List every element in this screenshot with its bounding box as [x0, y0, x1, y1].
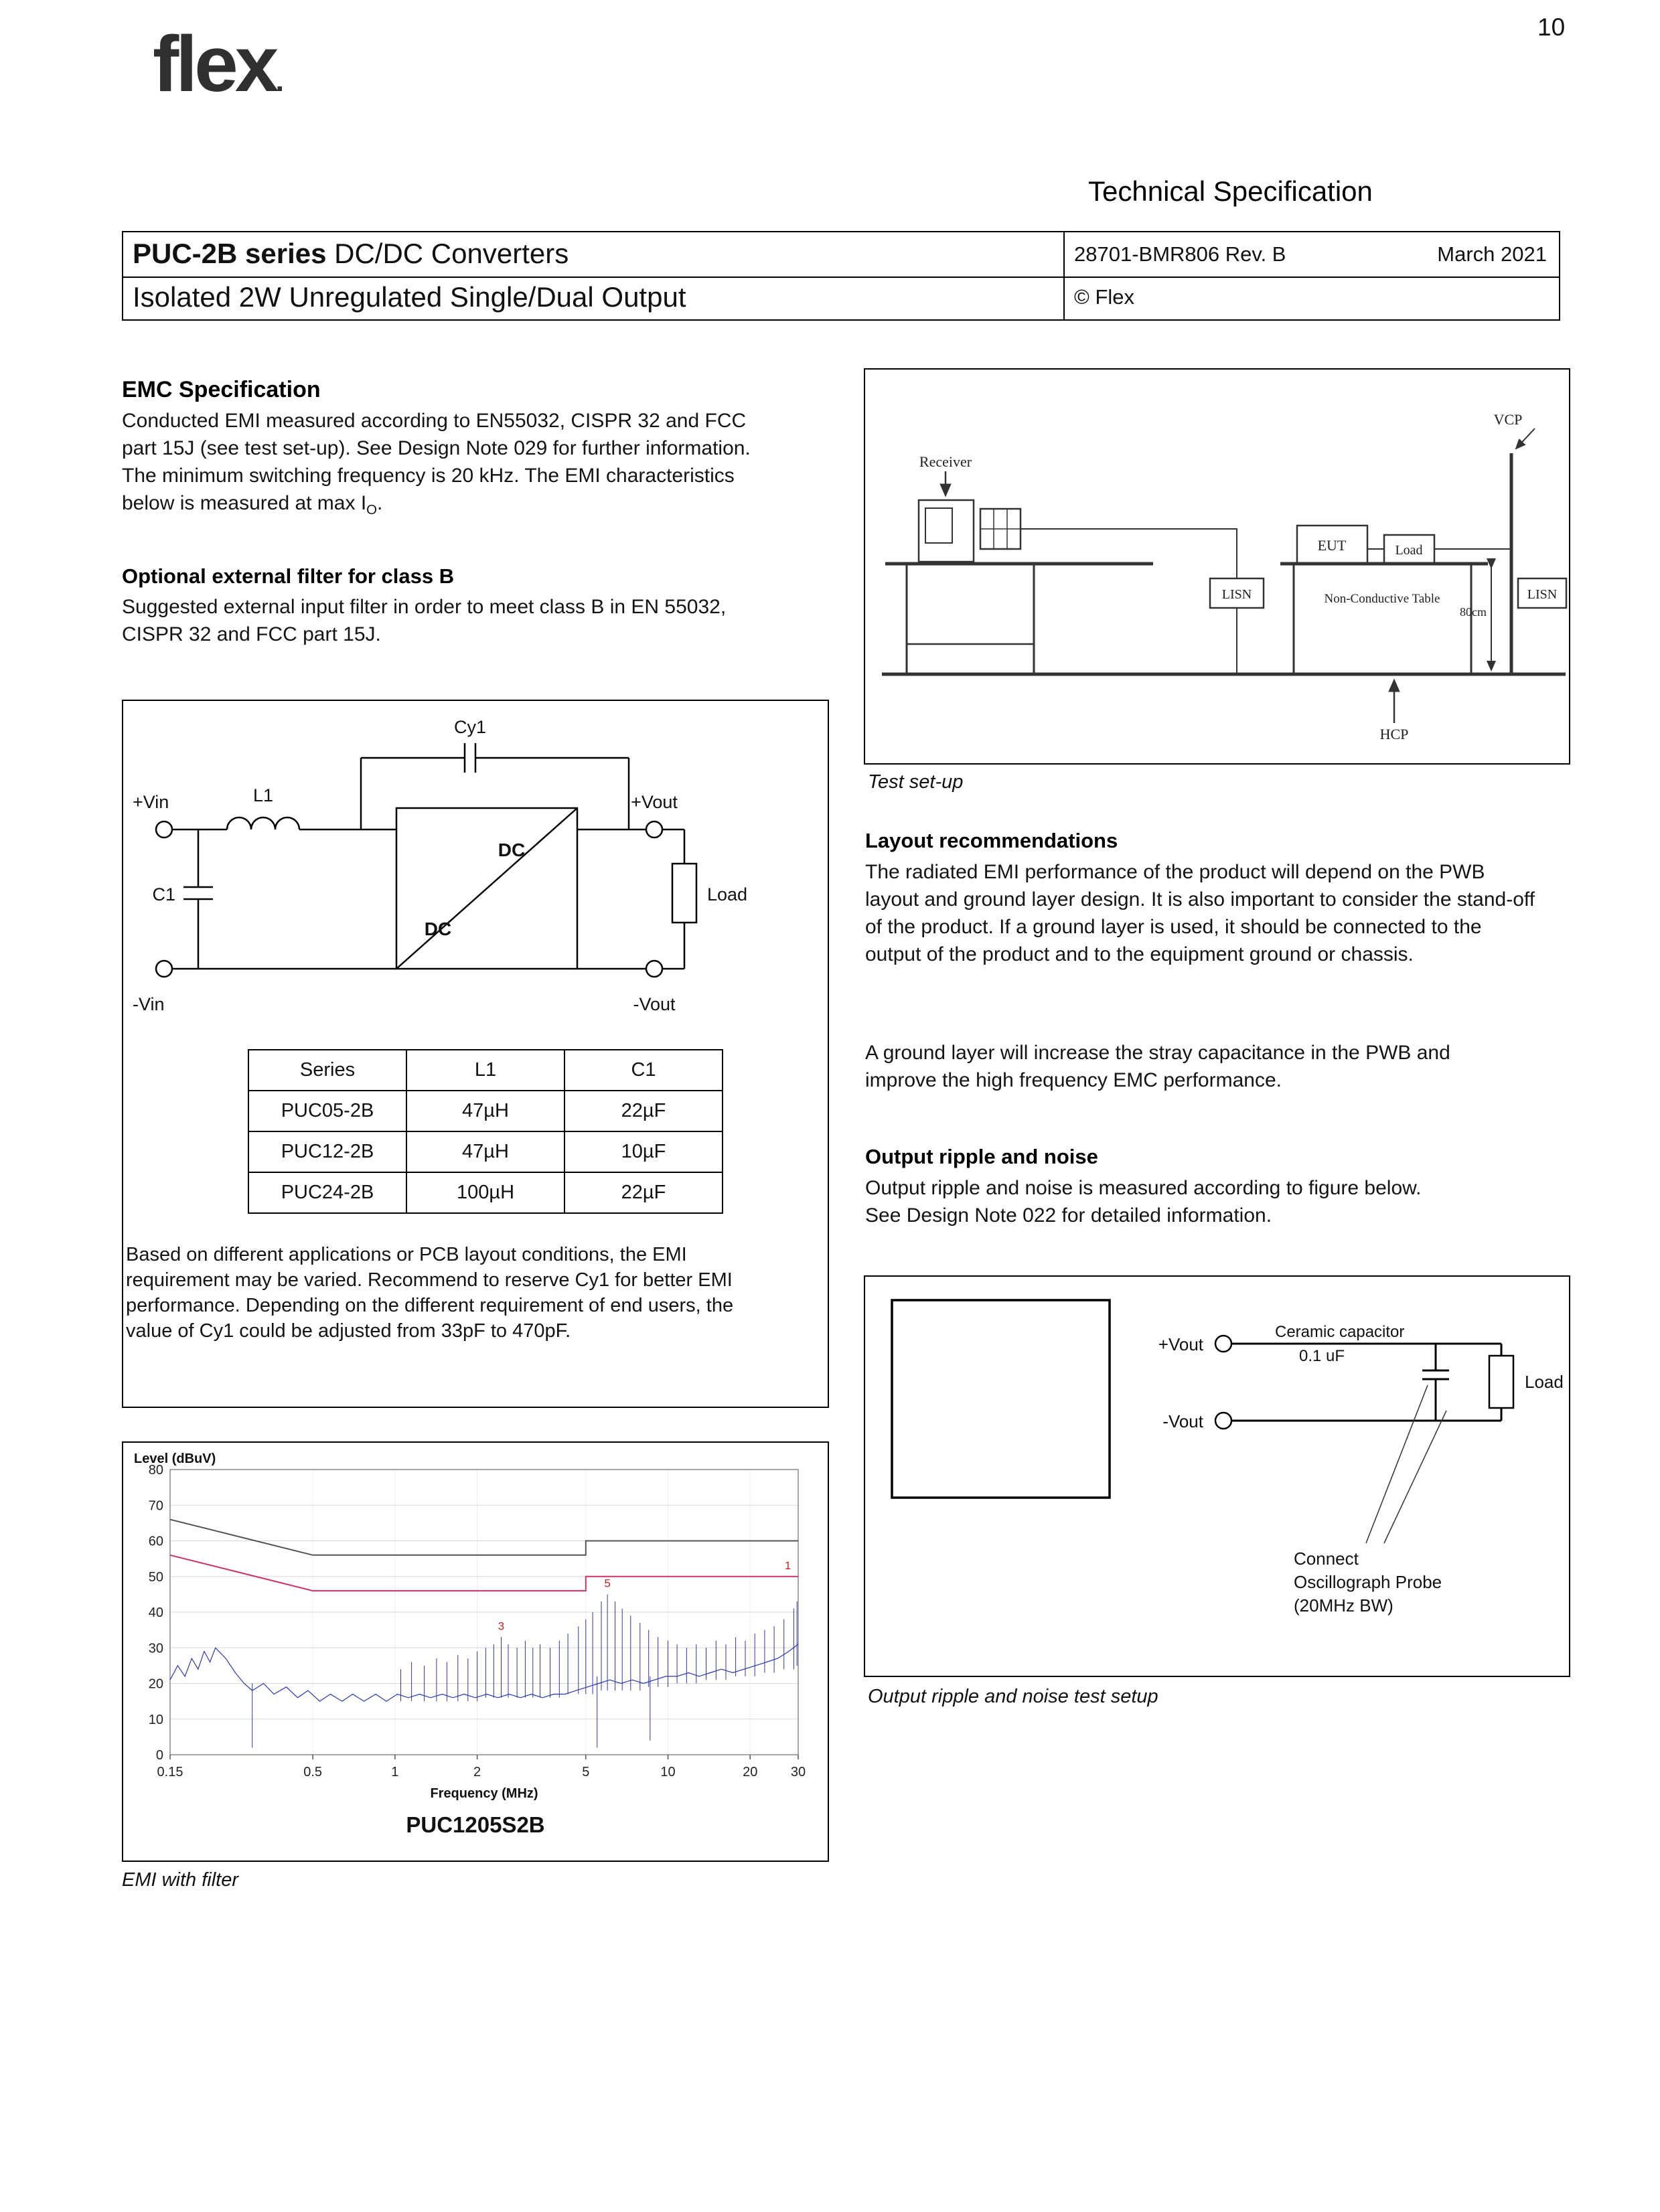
vout-minus-label: -Vout — [1162, 1411, 1203, 1431]
header-title-rest: DC/DC Converters — [326, 238, 569, 269]
svg-text:1: 1 — [391, 1765, 399, 1780]
doc-number: 28701-BMR806 Rev. B — [1074, 242, 1286, 266]
flex-logo-mark: . — [275, 63, 285, 98]
svg-text:80: 80 — [148, 1463, 163, 1478]
eut-label: EUT — [1317, 537, 1347, 554]
svg-text:0.15: 0.15 — [157, 1765, 183, 1780]
table-cell: PUC05-2B — [248, 1091, 406, 1131]
layout-paragraph-1: The radiated EMI performance of the product will depend on the PWB layout and ground layer design. It is also important to consider the stand-off of the product. If a ground layer is used, it should be connected to the output of the product and to the equipment ground or chassis. — [865, 861, 1535, 965]
svg-text:40: 40 — [148, 1605, 163, 1620]
layout-recommendations-heading: Layout recommendations — [865, 829, 1118, 852]
emi-chart-box — [122, 1441, 829, 1862]
svg-text:30: 30 — [148, 1641, 163, 1656]
load-label: Load — [1525, 1372, 1564, 1392]
probe-label-line2: Oscillograph Probe — [1294, 1572, 1442, 1592]
test-setup-diagram — [865, 370, 1569, 763]
svg-text:1: 1 — [784, 1559, 791, 1573]
ripple-setup-caption: Output ripple and noise test setup — [868, 1686, 1158, 1707]
filter-table-row — [248, 1172, 723, 1213]
chart-title: PUC1205S2B — [406, 1812, 545, 1837]
vout-plus-label: +Vout — [631, 792, 678, 812]
vin-plus-label: +Vin — [133, 792, 169, 812]
ceramic-capacitor-label: Ceramic capacitor — [1275, 1323, 1405, 1341]
svg-text:10: 10 — [660, 1765, 676, 1780]
table-cell: 22µF — [564, 1172, 723, 1213]
filter-note: Based on different applications or PCB layout conditions, the EMI requirement may be varied. Recommend to reserve Cy1 for better EMI performance. Depending on the different requirement of end users, the value of Cy1 could be adjusted from 33pF to 470pF. — [126, 1244, 734, 1342]
l1-label: L1 — [252, 785, 274, 805]
test-setup-caption: Test set-up — [868, 771, 964, 793]
table-cell: PUC12-2B — [248, 1131, 406, 1172]
cy1-label: Cy1 — [453, 717, 487, 737]
dc-label-top: DC — [498, 840, 526, 860]
capacitor-value-label: 0.1 uF — [1299, 1347, 1345, 1365]
load-label: Load — [707, 884, 748, 904]
emc-specification-heading: EMC Specification — [122, 377, 321, 402]
non-conductive-table-label: Non-Conductive Table — [1324, 592, 1440, 606]
header-table — [122, 231, 1560, 321]
doc-type-label: Technical Specification — [1088, 175, 1373, 207]
svg-text:5: 5 — [604, 1577, 611, 1590]
ripple-test-setup-box — [864, 1275, 1570, 1677]
svg-text:60: 60 — [148, 1534, 163, 1549]
probe-label-line1: Connect — [1294, 1549, 1359, 1569]
dimension-80cm-label: 80cm — [1460, 605, 1487, 619]
c1-label: C1 — [152, 884, 175, 904]
vcp-label: VCP — [1493, 411, 1523, 428]
test-setup-box — [864, 368, 1570, 765]
output-ripple-paragraph: Output ripple and noise is measured according to figure below. See Design Note 022 for detailed information. — [865, 1177, 1422, 1227]
flex-logo-text: flex — [153, 20, 276, 108]
filter-table-header-series: Series — [248, 1050, 406, 1091]
filter-table-row — [248, 1091, 723, 1131]
page-number: 10 — [1537, 13, 1566, 41]
emc-paragraph: Conducted EMI measured according to EN55032, CISPR 32 and FCC part 15J (see test set-up). See Design Note 029 for further information. The minimum switching frequency is 20 kHz. The EMI characteristics below is measured at $\max I_O$. — [122, 410, 751, 518]
lisn-label: LISN — [1527, 587, 1558, 602]
table-cell: 100µH — [406, 1172, 564, 1213]
optional-filter-paragraph: Suggested external input filter in order to meet class B in EN 55032, CISPR 32 and FCC part 15J. — [122, 596, 727, 645]
filter-table-header-l1: L1 — [406, 1050, 564, 1091]
filter-table-row — [248, 1131, 723, 1172]
header-title — [123, 232, 1065, 278]
dc-label-bottom: DC — [424, 919, 452, 939]
header-subtitle: Isolated 2W Unregulated Single/Dual Output — [123, 278, 1065, 319]
emi-chart-caption: EMI with filter — [122, 1869, 239, 1891]
layout-paragraph-2: A ground layer will increase the stray capacitance in the PWB and improve the high frequency EMC performance. — [865, 1042, 1450, 1091]
lisn-label: LISN — [1221, 587, 1252, 602]
filter-table-header-row — [248, 1050, 723, 1091]
filter-schematic-box — [122, 700, 829, 1408]
subscript-o: O — [366, 503, 378, 518]
receiver-label: Receiver — [919, 453, 972, 470]
svg-text:2: 2 — [473, 1765, 481, 1780]
flex-logo — [153, 19, 284, 110]
hcp-label: HCP — [1379, 726, 1409, 742]
vout-minus-label: -Vout — [633, 994, 676, 1014]
vin-minus-label: -Vin — [133, 994, 165, 1014]
table-cell: 10µF — [564, 1131, 723, 1172]
svg-text:10: 10 — [148, 1712, 163, 1727]
svg-text:0: 0 — [155, 1748, 163, 1763]
header-title-series: PUC-2B series — [133, 238, 327, 269]
svg-text:3: 3 — [498, 1620, 505, 1633]
doc-copyright: © Flex — [1074, 285, 1135, 309]
doc-date: March 2021 — [1437, 242, 1547, 266]
svg-text:20: 20 — [743, 1765, 758, 1780]
table-cell: 47µH — [406, 1091, 564, 1131]
probe-label-line3: (20MHz BW) — [1294, 1595, 1393, 1615]
vout-plus-label: +Vout — [1158, 1334, 1203, 1354]
svg-text:5: 5 — [582, 1765, 590, 1780]
table-cell: PUC24-2B — [248, 1172, 406, 1213]
filter-component-table — [248, 1049, 723, 1214]
ripple-test-setup-diagram — [865, 1277, 1569, 1676]
header-meta-row — [1065, 232, 1559, 278]
table-cell: 47µH — [406, 1131, 564, 1172]
output-ripple-heading: Output ripple and noise — [865, 1145, 1098, 1168]
filter-schematic-diagram — [123, 708, 830, 1042]
svg-text:Level (dBuV): Level (dBuV) — [134, 1451, 216, 1466]
table-cell: 22µF — [564, 1091, 723, 1131]
svg-text:0.5: 0.5 — [303, 1765, 323, 1780]
load-label: Load — [1395, 543, 1423, 558]
svg-text:70: 70 — [148, 1498, 163, 1514]
svg-text:50: 50 — [148, 1569, 163, 1585]
svg-text:Frequency (MHz): Frequency (MHz) — [430, 1786, 538, 1801]
optional-filter-heading: Optional external filter for class B — [122, 564, 455, 588]
svg-text:30: 30 — [790, 1765, 806, 1780]
svg-text:20: 20 — [148, 1676, 163, 1692]
filter-table-header-c1: C1 — [564, 1050, 723, 1091]
emi-chart — [129, 1448, 825, 1810]
